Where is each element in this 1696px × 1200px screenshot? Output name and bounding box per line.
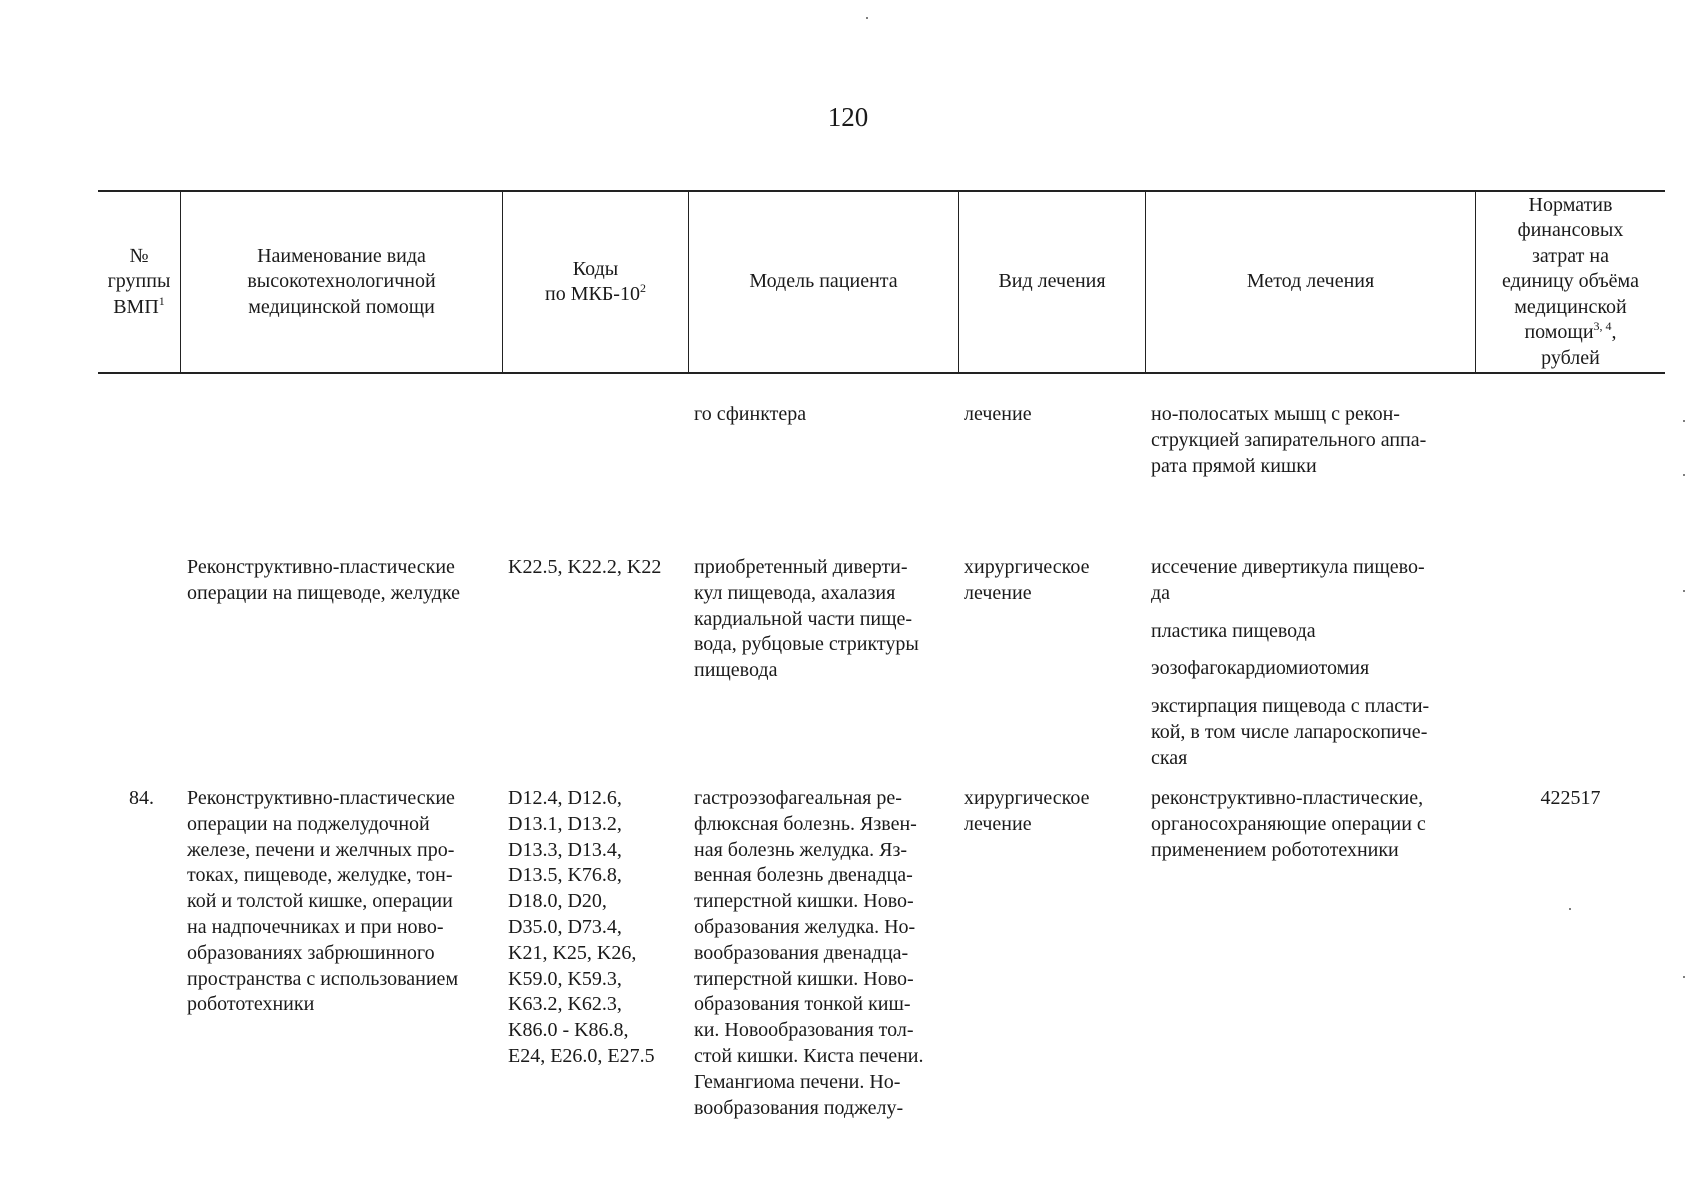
cell-kind: хирургическое лечение: [964, 787, 1090, 835]
cell-methods: [1151, 555, 1473, 784]
method-item: реконструктивно-пластические, органосохраняющие операции с применением робототехники: [1151, 787, 1426, 861]
cell-kind: лечение: [964, 403, 1032, 425]
header-group-number: № группы ВМП$^1$: [107, 244, 171, 318]
cell-model: гастроэзофагеальная ре- флюксная болезнь. Язвен- ная болезнь желудка. Яз- венная болезнь двенадца- типерстной кишки. Ново- образования желудка. Но- вообразования двенадца- типерстной кишки. Ново- образования тонкой киш- ки. Новообразования тол- стой кишки. Киста печени. Гемангиома печени. Но- вообразования поджелу-: [694, 787, 924, 1119]
method-item: пластика пищевода: [1151, 619, 1316, 642]
cell-name: Реконструктивно-пластические операции на поджелудочной железе, печени и желчных про- токах, пищеводе, желудке, тон- кой и толстой кишке, операции на надпочечниках и при ново- образованиях забрюшинного пространства с использованием робототехники: [187, 787, 459, 1016]
page-number: 120: [827, 102, 869, 132]
method-item: эозофагокардиомиотомия: [1151, 657, 1370, 680]
scan-speck: [1569, 908, 1571, 910]
cell-name: Реконструктивно-пластические операции на пищеводе, желудке: [187, 556, 461, 604]
scan-speck: [1683, 420, 1685, 422]
scan-speck: [866, 17, 868, 19]
header-icd-codes: Коды по МКБ-$10^2$: [545, 257, 646, 305]
cell-group: 84.: [129, 787, 154, 809]
header-care-type-name: Наименование вида высокотехнологичной медицинской помощи: [247, 244, 436, 318]
method-item: экстирпация пищевода с пласти- кой, в том числе лапароскопиче- ская: [1151, 695, 1430, 769]
cell-kind: хирургическое лечение: [964, 556, 1090, 604]
cell-model: го сфинктера: [694, 403, 807, 425]
cell-norm: 422517: [1540, 787, 1601, 809]
header-treatment-method: Метод лечения: [1246, 270, 1375, 293]
cell-model: приобретенный диверти- кул пищевода, ахалазия кардиальной части пище- вода, рубцовые стриктуры пищевода: [694, 556, 919, 682]
scan-speck: [1683, 976, 1685, 978]
header-treatment-kind: Вид лечения: [998, 270, 1106, 293]
method-item: иссечение дивертикула пищево- да: [1151, 556, 1425, 604]
cell-codes: D12.4, D12.6, D13.1, D13.2, D13.3, D13.4, D13.5, K76.8, D18.0, D20, D35.0, D73.4, K21, K25, K26, K59.0, K59.3, K63.2, K62.3, K86.0 - K86.8, E24, E26.0, E27.5: [508, 787, 655, 1067]
scan-speck: [1683, 590, 1685, 592]
header-cost-norm: Норматив финансовых затрат на единицу объёма медицинской помощи$^{3, 4}$, рублей: [1502, 193, 1639, 369]
header-patient-model: Модель пациента: [749, 270, 898, 293]
scan-speck: [1683, 474, 1685, 476]
method-item: но-полосатых мышц с рекон- струкцией запирательного аппа- рата прямой кишки: [1151, 403, 1427, 477]
cell-methods: [1151, 402, 1473, 491]
cell-codes: K22.5, K22.2, K22: [508, 556, 662, 578]
cell-methods: [1151, 786, 1473, 875]
